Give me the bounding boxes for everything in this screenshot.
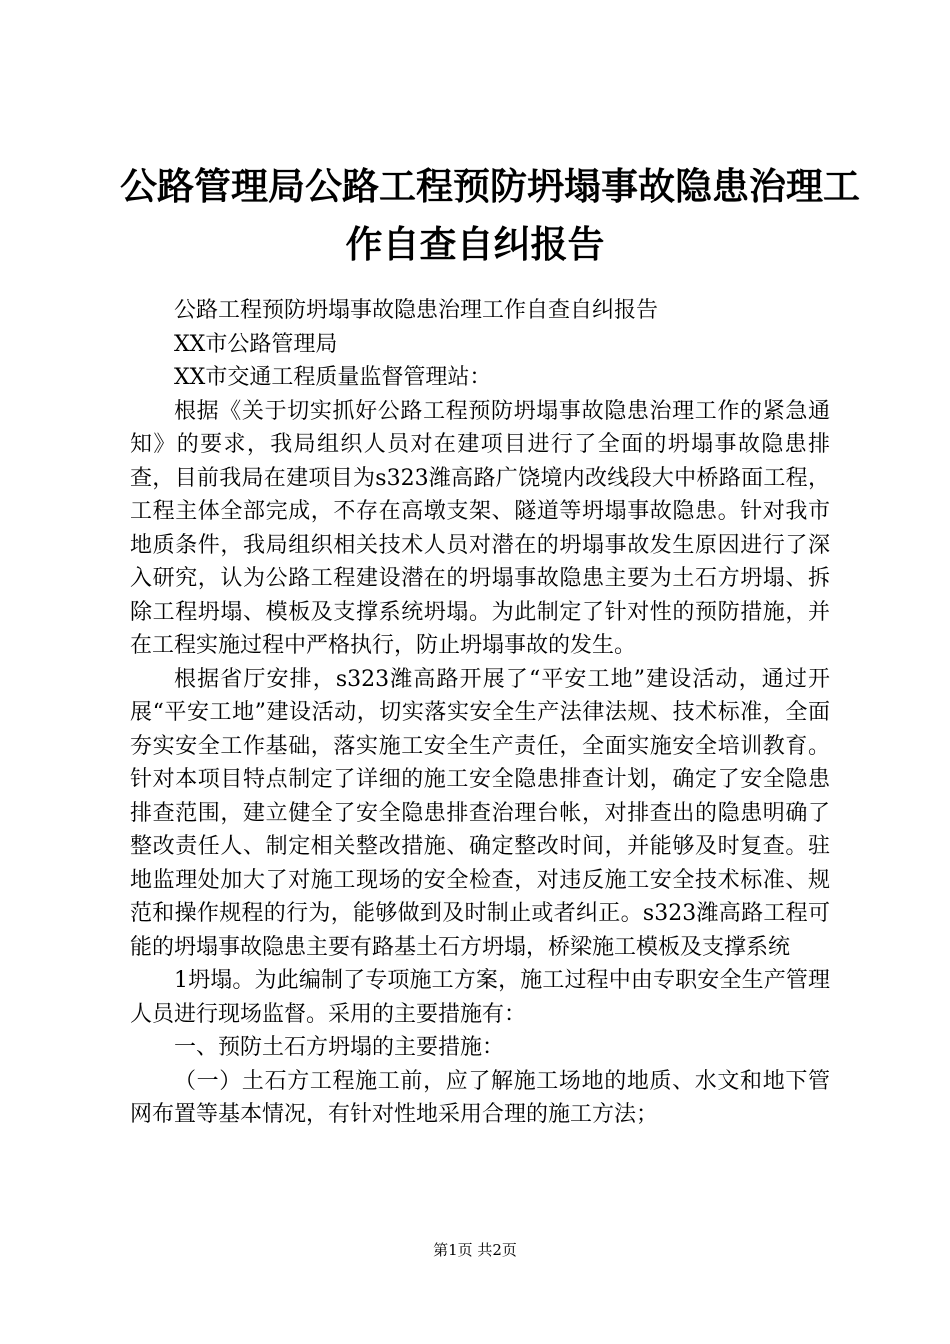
section-heading: 一、预防土石方坍塌的主要措施： <box>174 1035 505 1060</box>
page-footer: 第1页 共2页 <box>433 1241 517 1259</box>
subtitle-paragraph: 公路工程预防坍塌事故隐患治理工作自查自纠报告 <box>174 298 659 323</box>
document-title-line-2: 作自查自纠报告 <box>345 222 605 266</box>
document-body <box>130 294 830 1132</box>
body-paragraph: 根据《关于切实抓好公路工程预防坍塌事故隐患治理工作的紧急通知》的要求，我局组织人员对在建项目进行了全面的坍塌事故隐患排查，目前我局在建项目为s323潍高路广饶境内改线段大中桥路面工程，工程主体全部完成，不存在高墩支架、隧道等坍塌事故隐患。针对我市地质条件，我局组织相关技术人员对潜在的坍塌事故发生原因进行了深入研究，认为公路工程建设潜在的坍塌事故隐患主要为土石方坍塌、拆除工程坍塌、模板及支撑系统坍塌。为此制定了针对性的预防措施，并在工程实施过程中严格执行，防止坍塌事故的发生。 <box>130 398 830 658</box>
body-paragraph: 根据省厅安排，s323潍高路开展了“平安工地”建设活动，通过开展“平安工地”建设活动，切实落实安全生产法律法规、技术标准，全面夯实安全工作基础，落实施工安全生产责任，全面实施安全培训教育。针对本项目特点制定了详细的施工安全隐患排查计划，确定了安全隐患排查范围，建立健全了安全隐患排查治理台帐，对排查出的隐患明确了整改责任人、制定相关整改措施、确定整改时间，并能够及时复查。驻地监理处加大了对施工现场的安全检查，对违反施工安全技术标准、规范和操作规程的行为，能够做到及时制止或者纠正。s323潍高路工程可能的坍塌事故隐患主要有路基土石方坍塌，桥梁施工模板及支撑系统 <box>130 666 830 960</box>
recipient-line-1: XX市公路管理局 <box>174 331 338 357</box>
document-title-line-1: 公路管理局公路工程预防坍塌事故隐患治理工 <box>120 164 860 208</box>
body-paragraph: 1坍塌。为此编制了专项施工方案，施工过程中由专职安全生产管理人员进行现场监督。采用的主要措施有： <box>130 968 830 1027</box>
recipient-line-2: XX市交通工程质量监督管理站： <box>174 365 492 390</box>
body-paragraph: （一）土石方工程施工前，应了解施工场地的地质、水文和地下管网布置等基本情况，有针对性地采用合理的施工方法； <box>130 1068 830 1127</box>
